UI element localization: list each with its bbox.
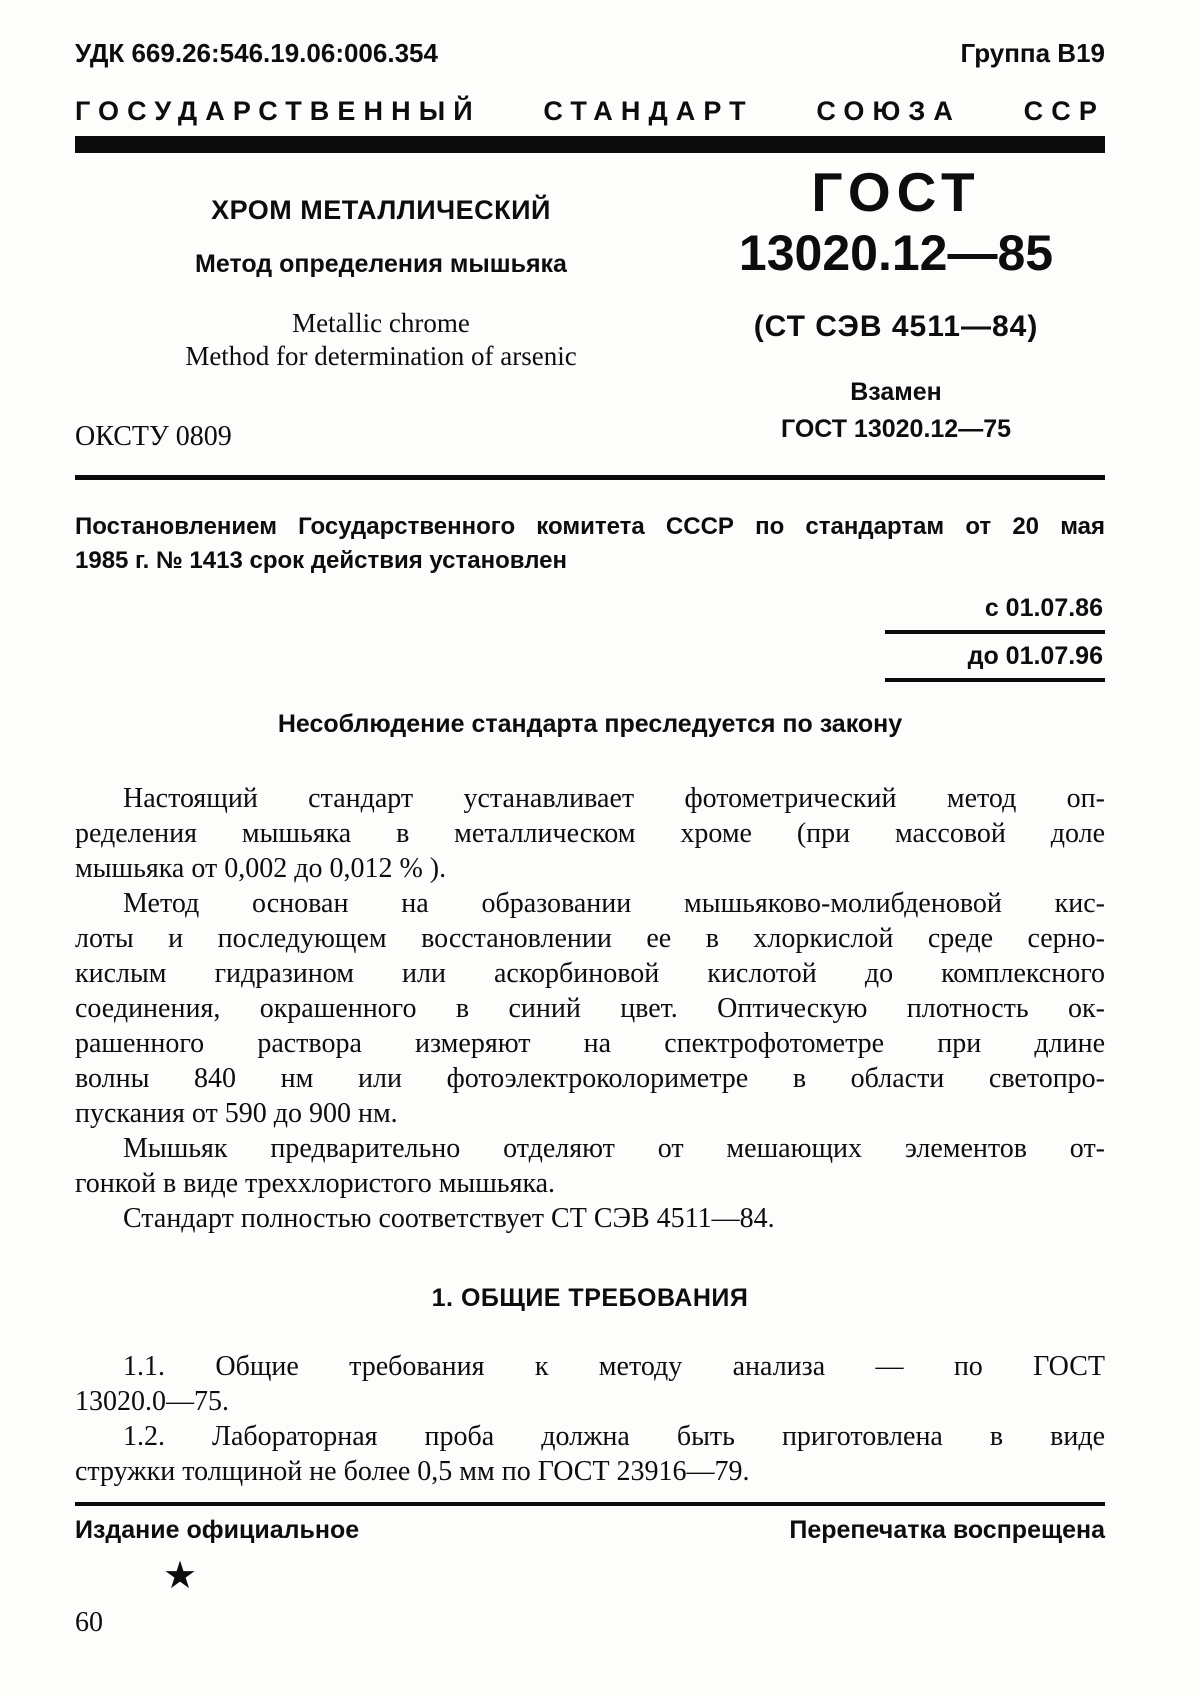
text-line: 1.2. Лабораторная проба должна быть приготовлена в виде <box>123 1421 1105 1452</box>
text-line: 13020.0—75. <box>75 1386 229 1417</box>
horizontal-rule-top <box>75 475 1105 480</box>
star-icon: ★ <box>163 1555 198 1597</box>
text-line: кислым гидразином или аскорбиновой кислотой до комплексного <box>75 958 1105 989</box>
text-line: Настоящий стандарт устанавливает фотометрический метод оп- <box>123 783 1105 814</box>
title-column <box>75 165 687 453</box>
text-line: 1.1. Общие требования к методу анализа — по ГОСТ <box>123 1351 1105 1382</box>
st-sev-number: (СТ СЭВ 4511—84) <box>753 310 1039 343</box>
decree-line-1: Постановлением Государственного комитета СССР по стандартам от 20 мая <box>75 513 1105 540</box>
reprint-prohibited-label: Перепечатка воспрещена <box>789 1516 1105 1544</box>
text-line: ределения мышьяка в металлическом хроме (при массовой доле <box>75 818 1105 849</box>
text-line: пускания от 590 до 900 нм. <box>75 1098 398 1129</box>
replaces-number: ГОСТ 13020.12—75 <box>780 415 1012 443</box>
state-standard-header: ГОСУДАРСТВЕННЫЙ СТАНДАРТ СОЮЗА ССР <box>75 96 1105 126</box>
meta-row <box>75 38 1105 69</box>
validity-dates <box>885 594 1105 682</box>
separator-bar <box>75 136 1105 153</box>
intro-paragraph-3 <box>75 1131 1105 1201</box>
text-line: волны 840 нм или фотоэлектроколориметре в области светопро- <box>75 1063 1105 1094</box>
section-1-heading: 1. ОБЩИЕ ТРЕБОВАНИЯ <box>431 1284 749 1312</box>
valid-from-date: с 01.07.86 <box>885 594 1105 634</box>
text-line: лоты и последующем восстановлении ее в хлоркислой среде серно- <box>75 923 1105 954</box>
intro-paragraph-1 <box>75 781 1105 886</box>
text-line: мышьяка от 0,002 до 0,012 % ). <box>75 853 447 884</box>
title-en <box>75 307 687 373</box>
official-edition-label: Издание официальное <box>75 1516 360 1544</box>
text-line: Метод основан на образовании мышьяково-молибденовой кис- <box>123 888 1105 919</box>
text-line: Стандарт полностью соответствует СТ СЭВ 4511—84. <box>123 1203 775 1234</box>
text-line: гонкой в виде треххлористого мышьяка. <box>75 1168 556 1199</box>
text-line: Мышьяк предварительно отделяют от мешающих элементов от- <box>123 1133 1105 1164</box>
gost-label: ГОСТ <box>811 161 981 223</box>
group-label: Группа В19 <box>960 38 1105 68</box>
text-line: стружки толщиной не более 0,5 мм по ГОСТ 23916—79. <box>75 1456 750 1487</box>
gost-number: 13020.12—85 <box>738 225 1054 281</box>
text-line: соединения, окрашенного в синий цвет. Оптическую плотность ок- <box>75 993 1105 1024</box>
intro-text <box>75 781 1105 1236</box>
decree-paragraph <box>75 510 1105 578</box>
udk-label: УДК 669.26:546.19.06:006.354 <box>75 38 438 68</box>
clause-1-2 <box>75 1419 1105 1489</box>
clause-1-1 <box>75 1349 1105 1419</box>
subtitle-ru: Метод определения мышьяка <box>195 250 567 278</box>
intro-paragraph-4 <box>75 1201 1105 1236</box>
intro-paragraph-2 <box>75 886 1105 1131</box>
designation-column <box>687 161 1105 453</box>
horizontal-rule-footer <box>75 1502 1105 1506</box>
title-ru: ХРОМ МЕТАЛЛИЧЕСКИЙ <box>211 195 551 225</box>
text-line: рашенного раствора измеряют на спектрофотометре при длине <box>75 1028 1105 1059</box>
section-1-text <box>75 1349 1105 1489</box>
footer-labels <box>75 1516 1105 1545</box>
decree-line-2: 1985 г. № 1413 срок действия установлен <box>75 547 567 574</box>
page-number: 60 <box>75 1607 103 1638</box>
law-notice: Несоблюдение стандарта преследуется по закону <box>277 710 903 738</box>
title-en-line1: Metallic chrome <box>292 308 470 338</box>
title-designation-block <box>75 161 1105 453</box>
title-en-line2: Method for determination of arsenic <box>185 341 577 371</box>
valid-to-date: до 01.07.96 <box>885 642 1105 682</box>
page-footer <box>75 1502 1105 1639</box>
replaces-label: Взамен <box>850 378 942 406</box>
okstu-label: ОКСТУ 0809 <box>75 421 232 452</box>
